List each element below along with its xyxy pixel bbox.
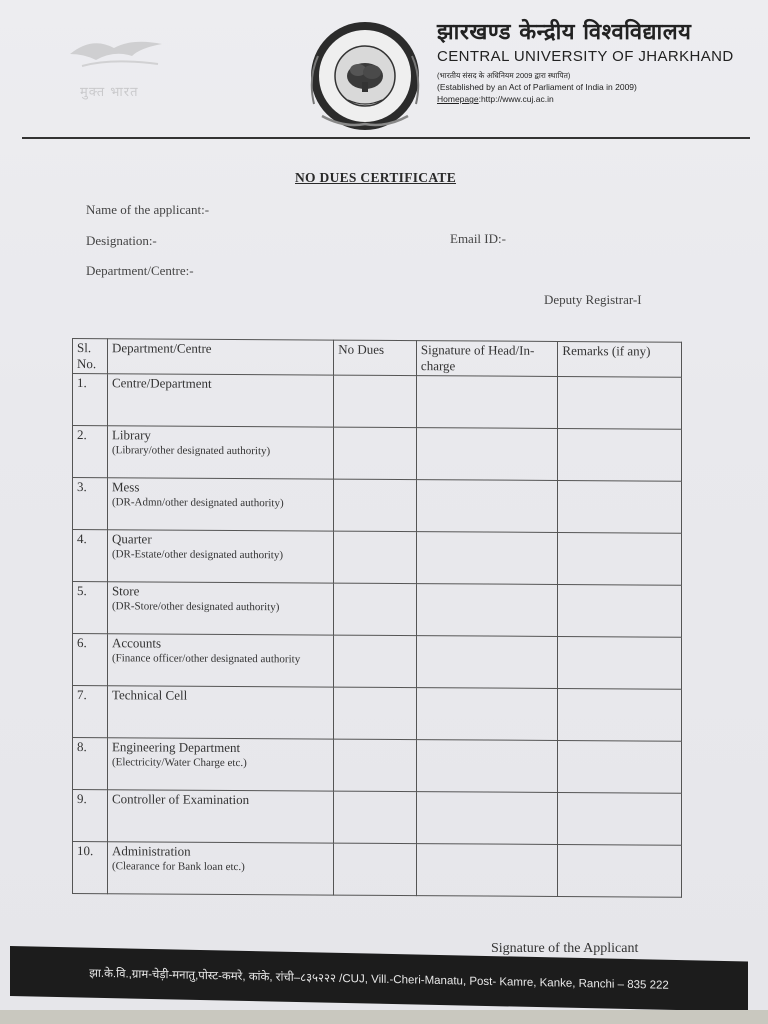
email-label: Email ID:-: [450, 231, 506, 246]
header-remarks: Remarks (if any): [558, 341, 682, 377]
homepage-label: Homepage: [437, 94, 479, 104]
signature-cell: [416, 428, 557, 481]
table-row: [73, 686, 682, 742]
signature-cell: [416, 532, 557, 585]
header-divider: [22, 137, 750, 139]
remarks-cell: [558, 480, 682, 533]
no-dues-cell: [334, 739, 417, 792]
row-department-name: Controller of Examination: [111, 791, 250, 808]
no-dues-cell: [334, 427, 417, 480]
table-row: [73, 374, 682, 430]
row-authority-detail: (DR-Estate/other designated authority): [111, 548, 284, 562]
row-authority-detail: (DR-Admn/other designated authority): [111, 496, 284, 510]
remarks-cell: [558, 532, 682, 585]
row-department-cell: [107, 686, 333, 739]
table-row: [73, 634, 682, 690]
row-department-name: Accounts: [111, 635, 162, 651]
faded-watermark-logo: [62, 34, 202, 104]
table-row: [73, 790, 682, 846]
university-name-hindi: झारखण्ड केन्द्रीय विश्वविद्यालय: [437, 20, 692, 45]
establishment-note-hindi: (भारतीय संसद के अधिनियम 2009 द्वारा स्थापित): [437, 71, 571, 80]
row-department-cell: [107, 842, 333, 895]
row-authority-detail: (Library/other designated authority): [111, 444, 271, 458]
signature-cell: [416, 740, 557, 793]
row-department-cell: [107, 530, 333, 583]
header-no-dues: No Dues: [334, 340, 417, 376]
establishment-note: (Established by an Act of Parliament of India in 2009): [437, 82, 637, 92]
table-header-row: [73, 339, 682, 378]
row-number: 3.: [73, 478, 108, 530]
table-body: [73, 374, 682, 898]
no-dues-cell: [334, 635, 417, 688]
applicant-signature-label: Signature of the Applicant: [491, 941, 639, 956]
homepage-line: [437, 94, 757, 104]
certificate-title: NO DUES CERTIFICATE: [295, 170, 457, 185]
remarks-cell: [558, 376, 682, 429]
signature-cell: [416, 584, 557, 637]
row-authority-detail: (Finance officer/other designated authority: [111, 652, 301, 666]
table-row: [73, 530, 682, 586]
header-signature: Signature of Head/In-charge: [416, 341, 557, 377]
row-number: 9.: [73, 790, 108, 842]
row-number: 4.: [73, 530, 108, 582]
row-number: 7.: [73, 686, 108, 738]
table-row: [73, 478, 682, 534]
row-department-name: Quarter: [111, 531, 152, 547]
row-department-name: Engineering Department: [111, 739, 241, 756]
department-label: Department/Centre:-: [86, 263, 194, 278]
addressee-label: Deputy Registrar-I: [544, 292, 642, 307]
watermark-text: मुक्त भारत: [80, 85, 139, 100]
no-dues-cell: [334, 531, 417, 584]
row-department-name: Administration: [111, 843, 191, 859]
row-number: 2.: [73, 426, 108, 478]
table-row: [73, 738, 682, 794]
remarks-cell: [558, 584, 682, 637]
remarks-cell: [558, 428, 682, 481]
no-dues-cell: [334, 479, 417, 532]
signature-cell: [416, 688, 557, 741]
row-department-cell: [107, 738, 333, 791]
row-authority-detail: (DR-Store/other designated authority): [111, 600, 280, 614]
row-department-cell: [107, 374, 333, 427]
row-number: 1.: [73, 374, 108, 426]
applicant-name-label: Name of the applicant:-: [86, 202, 210, 217]
university-letterhead: [437, 16, 757, 104]
signature-cell: [416, 844, 557, 897]
row-department-name: Mess: [111, 479, 140, 495]
no-dues-cell: [334, 791, 417, 844]
no-dues-table: [72, 338, 682, 898]
designation-label: Designation:-: [86, 233, 157, 248]
no-dues-cell: [334, 583, 417, 636]
signature-cell: [416, 480, 557, 533]
signature-cell: [416, 376, 557, 429]
row-department-cell: [107, 582, 333, 635]
remarks-cell: [558, 844, 682, 897]
row-department-cell: [107, 426, 333, 479]
no-dues-cell: [334, 843, 417, 896]
remarks-cell: [558, 740, 682, 793]
row-number: 10.: [73, 842, 108, 894]
row-number: 5.: [73, 582, 108, 634]
row-department-name: Technical Cell: [111, 687, 188, 703]
row-authority-detail: (Electricity/Water Charge etc.): [111, 756, 247, 770]
row-department-cell: [107, 790, 333, 843]
table-row: [73, 582, 682, 638]
header-sl-no: Sl. No.: [73, 339, 108, 374]
no-dues-cell: [334, 375, 417, 428]
university-name-english: CENTRAL UNIVERSITY OF JHARKHAND: [437, 48, 734, 65]
row-department-name: Store: [111, 583, 140, 599]
row-department-cell: [107, 478, 333, 531]
remarks-cell: [558, 688, 682, 741]
homepage-url: :http://www.cuj.ac.in: [478, 94, 554, 104]
table-row: [73, 842, 682, 898]
university-seal-logo: [304, 18, 426, 134]
page-bottom-edge: [0, 1010, 768, 1024]
row-department-cell: [107, 634, 333, 687]
no-dues-cell: [334, 687, 417, 740]
signature-cell: [416, 636, 557, 689]
remarks-cell: [558, 792, 682, 845]
bird-watermark-icon: [62, 34, 172, 78]
header-department: Department/Centre: [107, 339, 333, 375]
row-number: 6.: [73, 634, 108, 686]
row-number: 8.: [73, 738, 108, 790]
remarks-cell: [558, 636, 682, 689]
signature-cell: [416, 792, 557, 845]
table-row: [73, 426, 682, 482]
row-department-name: Centre/Department: [111, 375, 212, 391]
footer-address: झा.के.वि.,ग्राम-चेड़ी-मनातु,पोस्ट-कमरे, कांके, रांची–८३५२२२ /CUJ, Vill.-Cheri-Manatu, Post- Kamre, Kanke, Ranchi – 835 222: [89, 967, 669, 992]
row-department-name: Library: [111, 427, 151, 443]
row-authority-detail: (Clearance for Bank loan etc.): [111, 860, 245, 874]
